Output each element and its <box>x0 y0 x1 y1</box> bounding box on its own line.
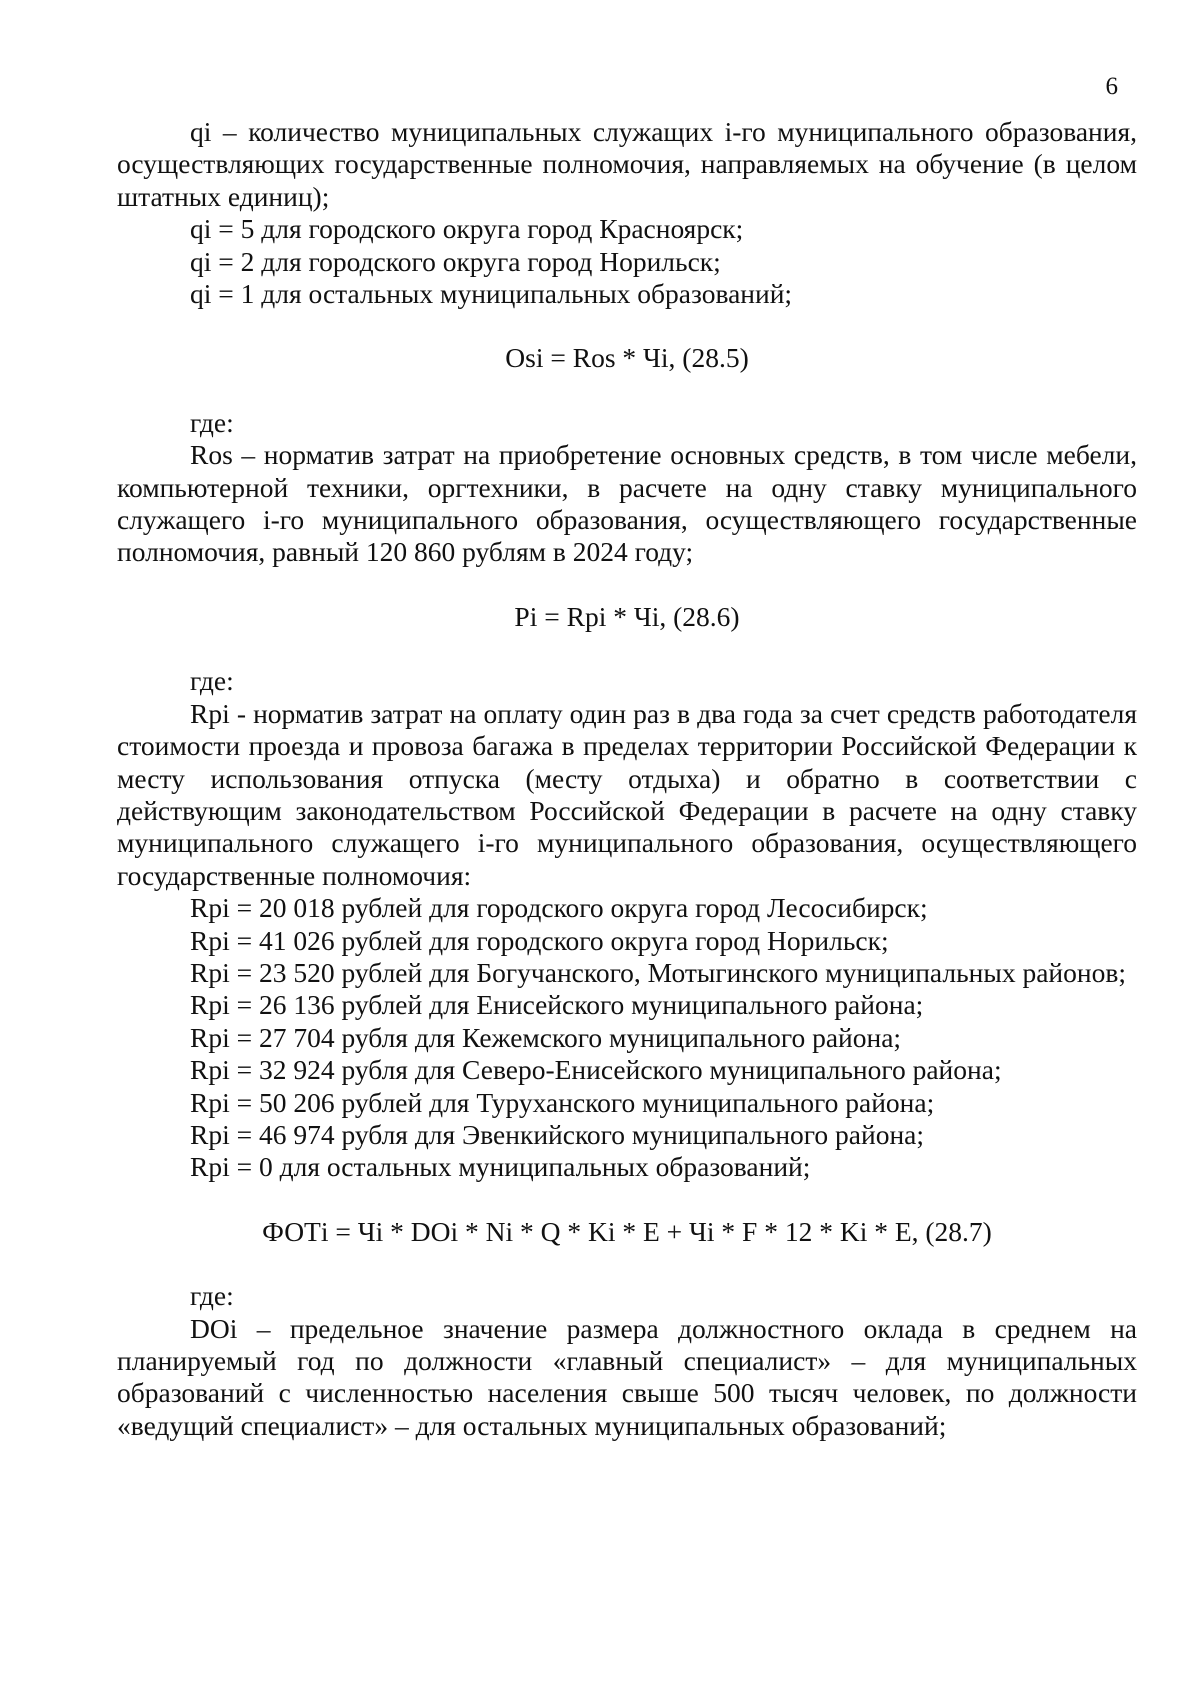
paragraph-qi-krasnoyarsk: qi = 5 для городского округа город Красноярск; <box>190 213 744 245</box>
paragraph-qi-definition: qi – количество муниципальных служащих i-го муниципального образования, осуществляющих государственные полномочия, направляемых на обучение (в целом штатных единиц); <box>117 116 1137 212</box>
paragraph-rpi-evenkia: Rpi = 46 974 рубля для Эвенкийского муниципального района; <box>190 1118 925 1150</box>
spacer <box>117 1248 1137 1280</box>
paragraph-qi-other: qi = 1 для остальных муниципальных образований; <box>190 278 793 310</box>
page-number: 6 <box>1105 73 1118 100</box>
paragraph-ros-definition: Ros – норматив затрат на приобретение основных средств, в том числе мебели, компьютерной техники, оргтехники, в расчете на одну ставку муниципального служащего i-го муниципального образования, осуществляющего государственные полномочия, равный 120 860 рублям в 2024 году; <box>117 439 1137 568</box>
paragraph-rpi-boguchany-motygino: Rpi = 23 520 рублей для Богучанского, Мотыгинского муниципальных районов; <box>190 956 1126 988</box>
paragraph-rpi-severo-yeniseysk: Rpi = 32 924 рубля для Северо-Енисейского муниципального района; <box>190 1054 1002 1086</box>
paragraph-rpi-norilsk: Rpi = 41 026 рублей для городского округа город Норильск; <box>190 924 889 956</box>
spacer <box>117 375 1137 407</box>
paragraph-qi-norilsk: qi = 2 для городского округа город Норильск; <box>190 245 721 277</box>
paragraph-rpi-turukhansk: Rpi = 50 206 рублей для Туруханского муниципального района; <box>190 1086 935 1118</box>
document-body <box>117 116 1137 1442</box>
paragraph-rpi-other: Rpi = 0 для остальных муниципальных образований; <box>190 1151 811 1183</box>
paragraph-rpi-lesosibirsk: Rpi = 20 018 рублей для городского округа город Лесосибирск; <box>190 892 928 924</box>
where-label: где: <box>190 406 234 438</box>
spacer <box>117 310 1137 342</box>
spacer <box>117 633 1137 665</box>
paragraph-rpi-definition: Rpi - норматив затрат на оплату один раз в два года за счет средств работодателя стоимости проезда и провоза багажа в пределах территории Российской Федерации к месту использования отпуска (месту отдыха) и обратно в соответствии с действующим законодательством Российской Федерации в расчете на одну ставку муниципального служащего i-го муниципального образования, осуществляющего государственные полномочия: <box>117 697 1137 891</box>
paragraph-rpi-yeniseysk: Rpi = 26 136 рублей для Енисейского муниципального района; <box>190 989 924 1021</box>
paragraph-rpi-kezhma: Rpi = 27 704 рубля для Кежемского муниципального района; <box>190 1021 902 1053</box>
spacer <box>117 569 1137 601</box>
formula-28-7: ФОТi = Чi * DOi * Ni * Q * Ki * E + Чi * F * 12 * Ki * E, (28.7) <box>262 1215 992 1247</box>
paragraph-doi-definition: DOi – предельное значение размера должностного оклада в среднем на планируемый год по должности «главный специалист» – для муниципальных образований с численностью населения свыше 500 тысяч человек, по должности «ведущий специалист» – для остальных муниципальных образований; <box>117 1312 1137 1441</box>
spacer <box>117 1184 1137 1216</box>
where-label: где: <box>190 665 234 697</box>
formula-28-5: Osi = Ros * Чi, (28.5) <box>505 342 749 374</box>
formula-28-6: Pi = Rpi * Чi, (28.6) <box>514 600 740 632</box>
where-label: где: <box>190 1280 234 1312</box>
